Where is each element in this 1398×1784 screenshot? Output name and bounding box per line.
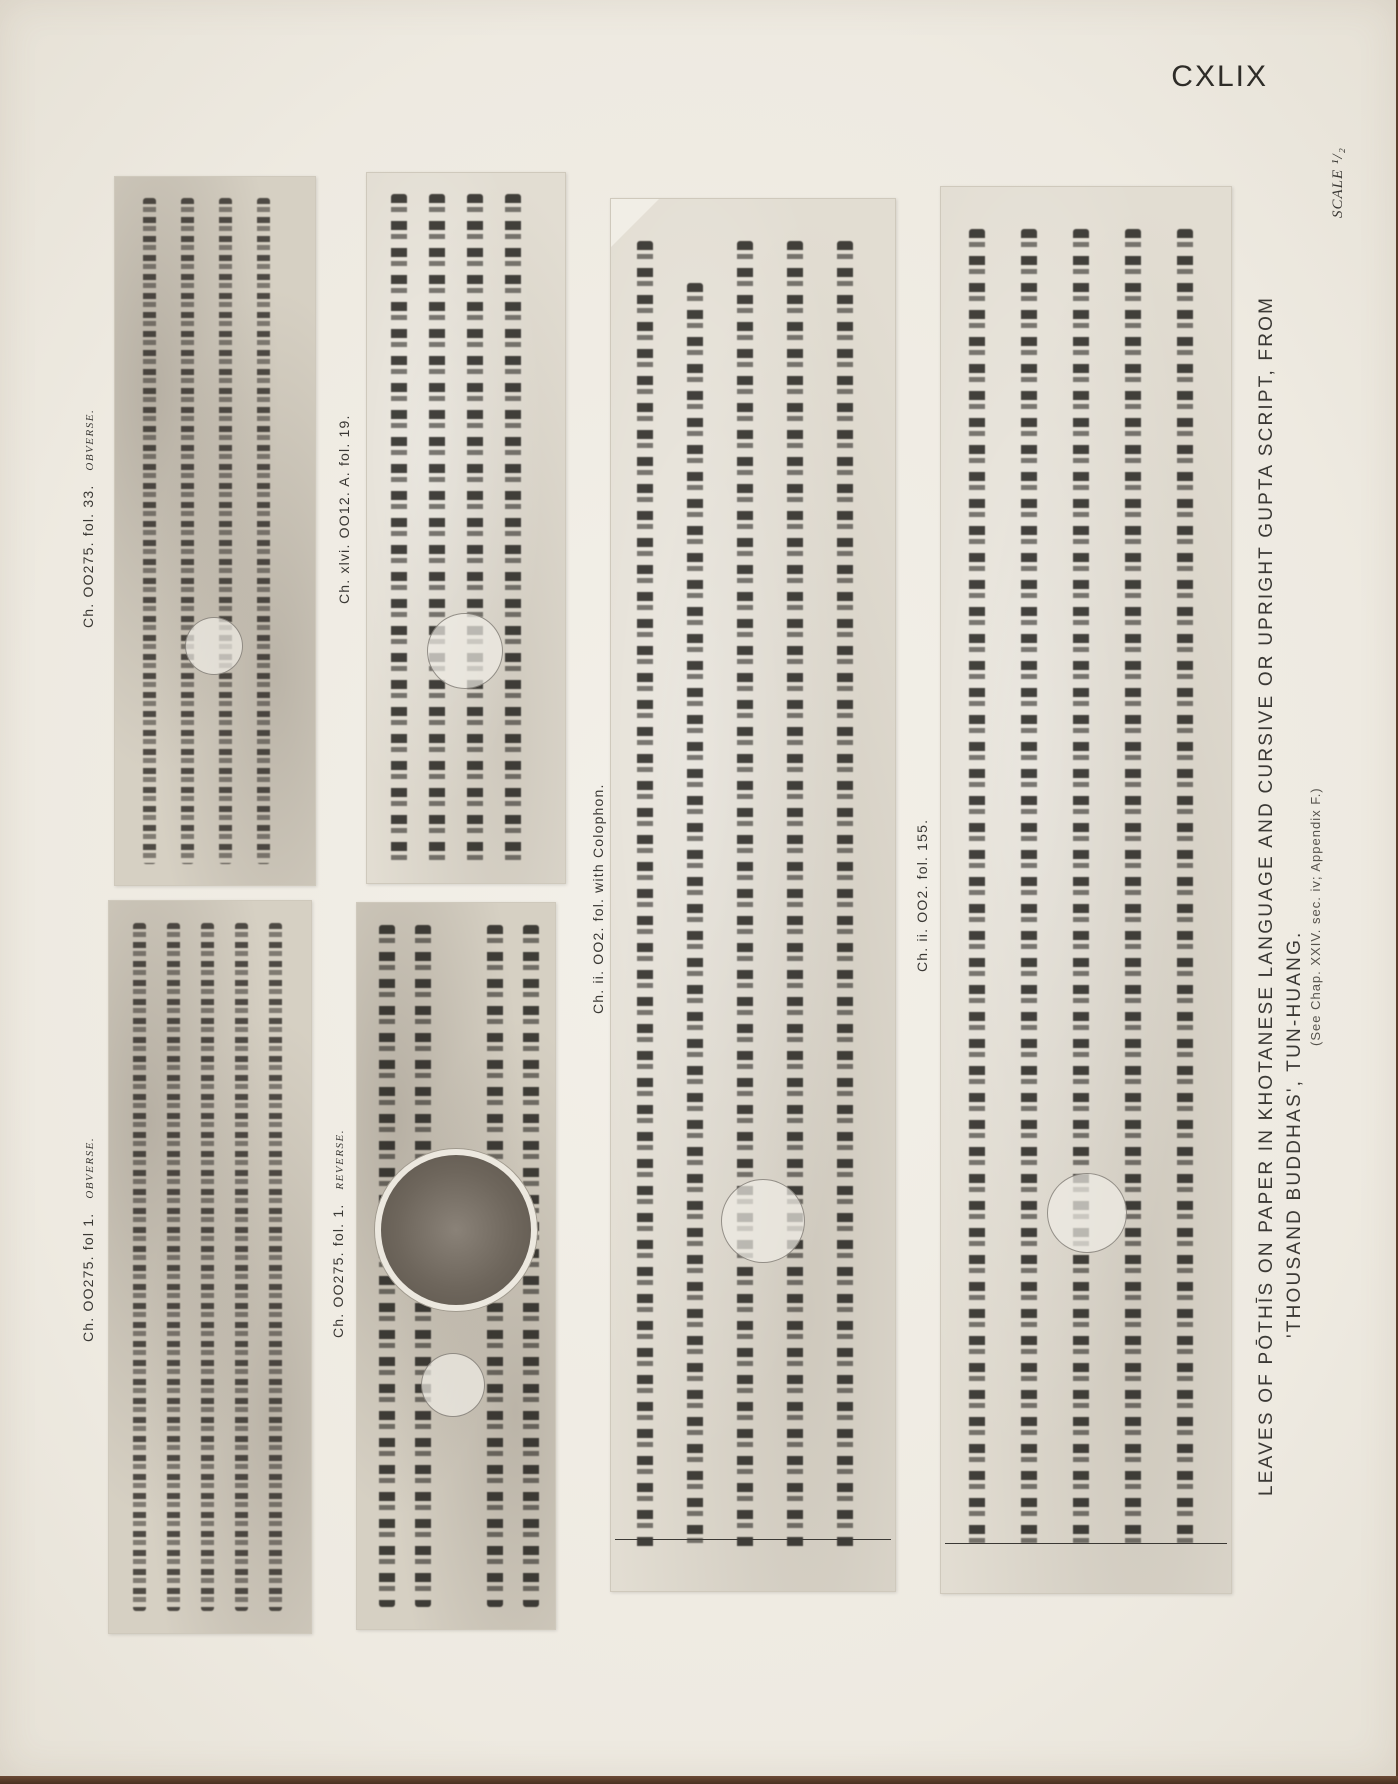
- script-line: [837, 241, 853, 1550]
- plate-caption-line-1: LEAVES OF PŌTHĪS ON PAPER IN KHOTANESE LANGUAGE AND CURSIVE OR UPRIGHT GUPTA SCRIPT, FROM: [1256, 295, 1277, 1496]
- script-line: [505, 194, 521, 861]
- manuscript-leaf-oo275-fol1-reverse: [356, 902, 556, 1630]
- script-line: [219, 198, 232, 864]
- script-line: [1073, 229, 1089, 1551]
- script-line: [133, 923, 146, 1611]
- script-line: [969, 229, 985, 1551]
- script-line: [181, 198, 194, 864]
- scale-label: SCALE ¹/₂: [1330, 147, 1346, 218]
- manuscript-leaf-oo275-fol1-obverse: [108, 900, 312, 1634]
- plate-caption-reference: (See Chap. XXIV. sec. iv; Appendix F.): [1308, 787, 1323, 1046]
- string-hole: [721, 1179, 805, 1263]
- folded-corner: [611, 199, 659, 247]
- script-line: [1125, 229, 1141, 1551]
- string-hole: [1047, 1173, 1127, 1253]
- ruled-line: [945, 1543, 1227, 1544]
- script-line: [1177, 229, 1193, 1551]
- script-line: [143, 198, 156, 864]
- leaf-label-text: Ch. OO275. fol. 33.: [80, 484, 96, 628]
- leaf-side-label: OBVERSE.: [84, 408, 96, 471]
- leaf-label-ii-oo2-fol155: Ch. ii. OO2. fol. 155.: [914, 818, 930, 972]
- leaf-label-ii-oo2-colophon: Ch. ii. OO2. fol. with Colophon.: [590, 783, 606, 1014]
- script-line: [429, 194, 445, 861]
- string-hole: [185, 617, 243, 675]
- script-line: [687, 283, 703, 1550]
- script-line: [201, 923, 214, 1611]
- script-line: [1021, 229, 1037, 1551]
- leaf-label-oo275-fol1-obverse: [80, 1137, 96, 1342]
- leaf-label-xlvi-oo12-fol19: Ch. xlvi. OO12. A. fol. 19.: [336, 414, 352, 604]
- manuscript-leaf-xlvi-oo12-fol19: [366, 172, 566, 884]
- manuscript-leaf-ii-oo2-colophon: [610, 198, 896, 1592]
- script-line: [257, 198, 270, 864]
- script-line: [467, 194, 483, 861]
- plate-number: CXLIX: [1171, 60, 1268, 93]
- leaf-label-oo275-fol33: [80, 409, 96, 628]
- page-bottom-edge: [0, 1776, 1398, 1784]
- leaf-label-oo275-fol1-reverse: [330, 1129, 346, 1338]
- script-line: [269, 923, 282, 1611]
- leaf-side-label: OBVERSE.: [84, 1136, 96, 1199]
- script-line: [167, 923, 180, 1611]
- string-hole: [421, 1353, 485, 1417]
- script-line: [637, 241, 653, 1550]
- leaf-label-text: Ch. OO275. fol. 1.: [330, 1203, 346, 1338]
- script-line: [787, 241, 803, 1550]
- leaf-label-text: Ch. OO275. fol 1.: [80, 1212, 96, 1342]
- leaf-side-label: REVERSE.: [334, 1128, 346, 1190]
- script-line: [235, 923, 248, 1611]
- painted-roundel: [375, 1149, 537, 1311]
- manuscript-leaf-ii-oo2-fol155: [940, 186, 1232, 1594]
- ruled-line: [615, 1539, 891, 1540]
- script-line: [391, 194, 407, 861]
- manuscript-leaf-oo275-fol33: [114, 176, 316, 886]
- plate-caption-line-2: 'THOUSAND BUDDHAS', TUN-HUANG.: [1284, 930, 1305, 1338]
- string-hole: [427, 613, 503, 689]
- script-line: [737, 241, 753, 1550]
